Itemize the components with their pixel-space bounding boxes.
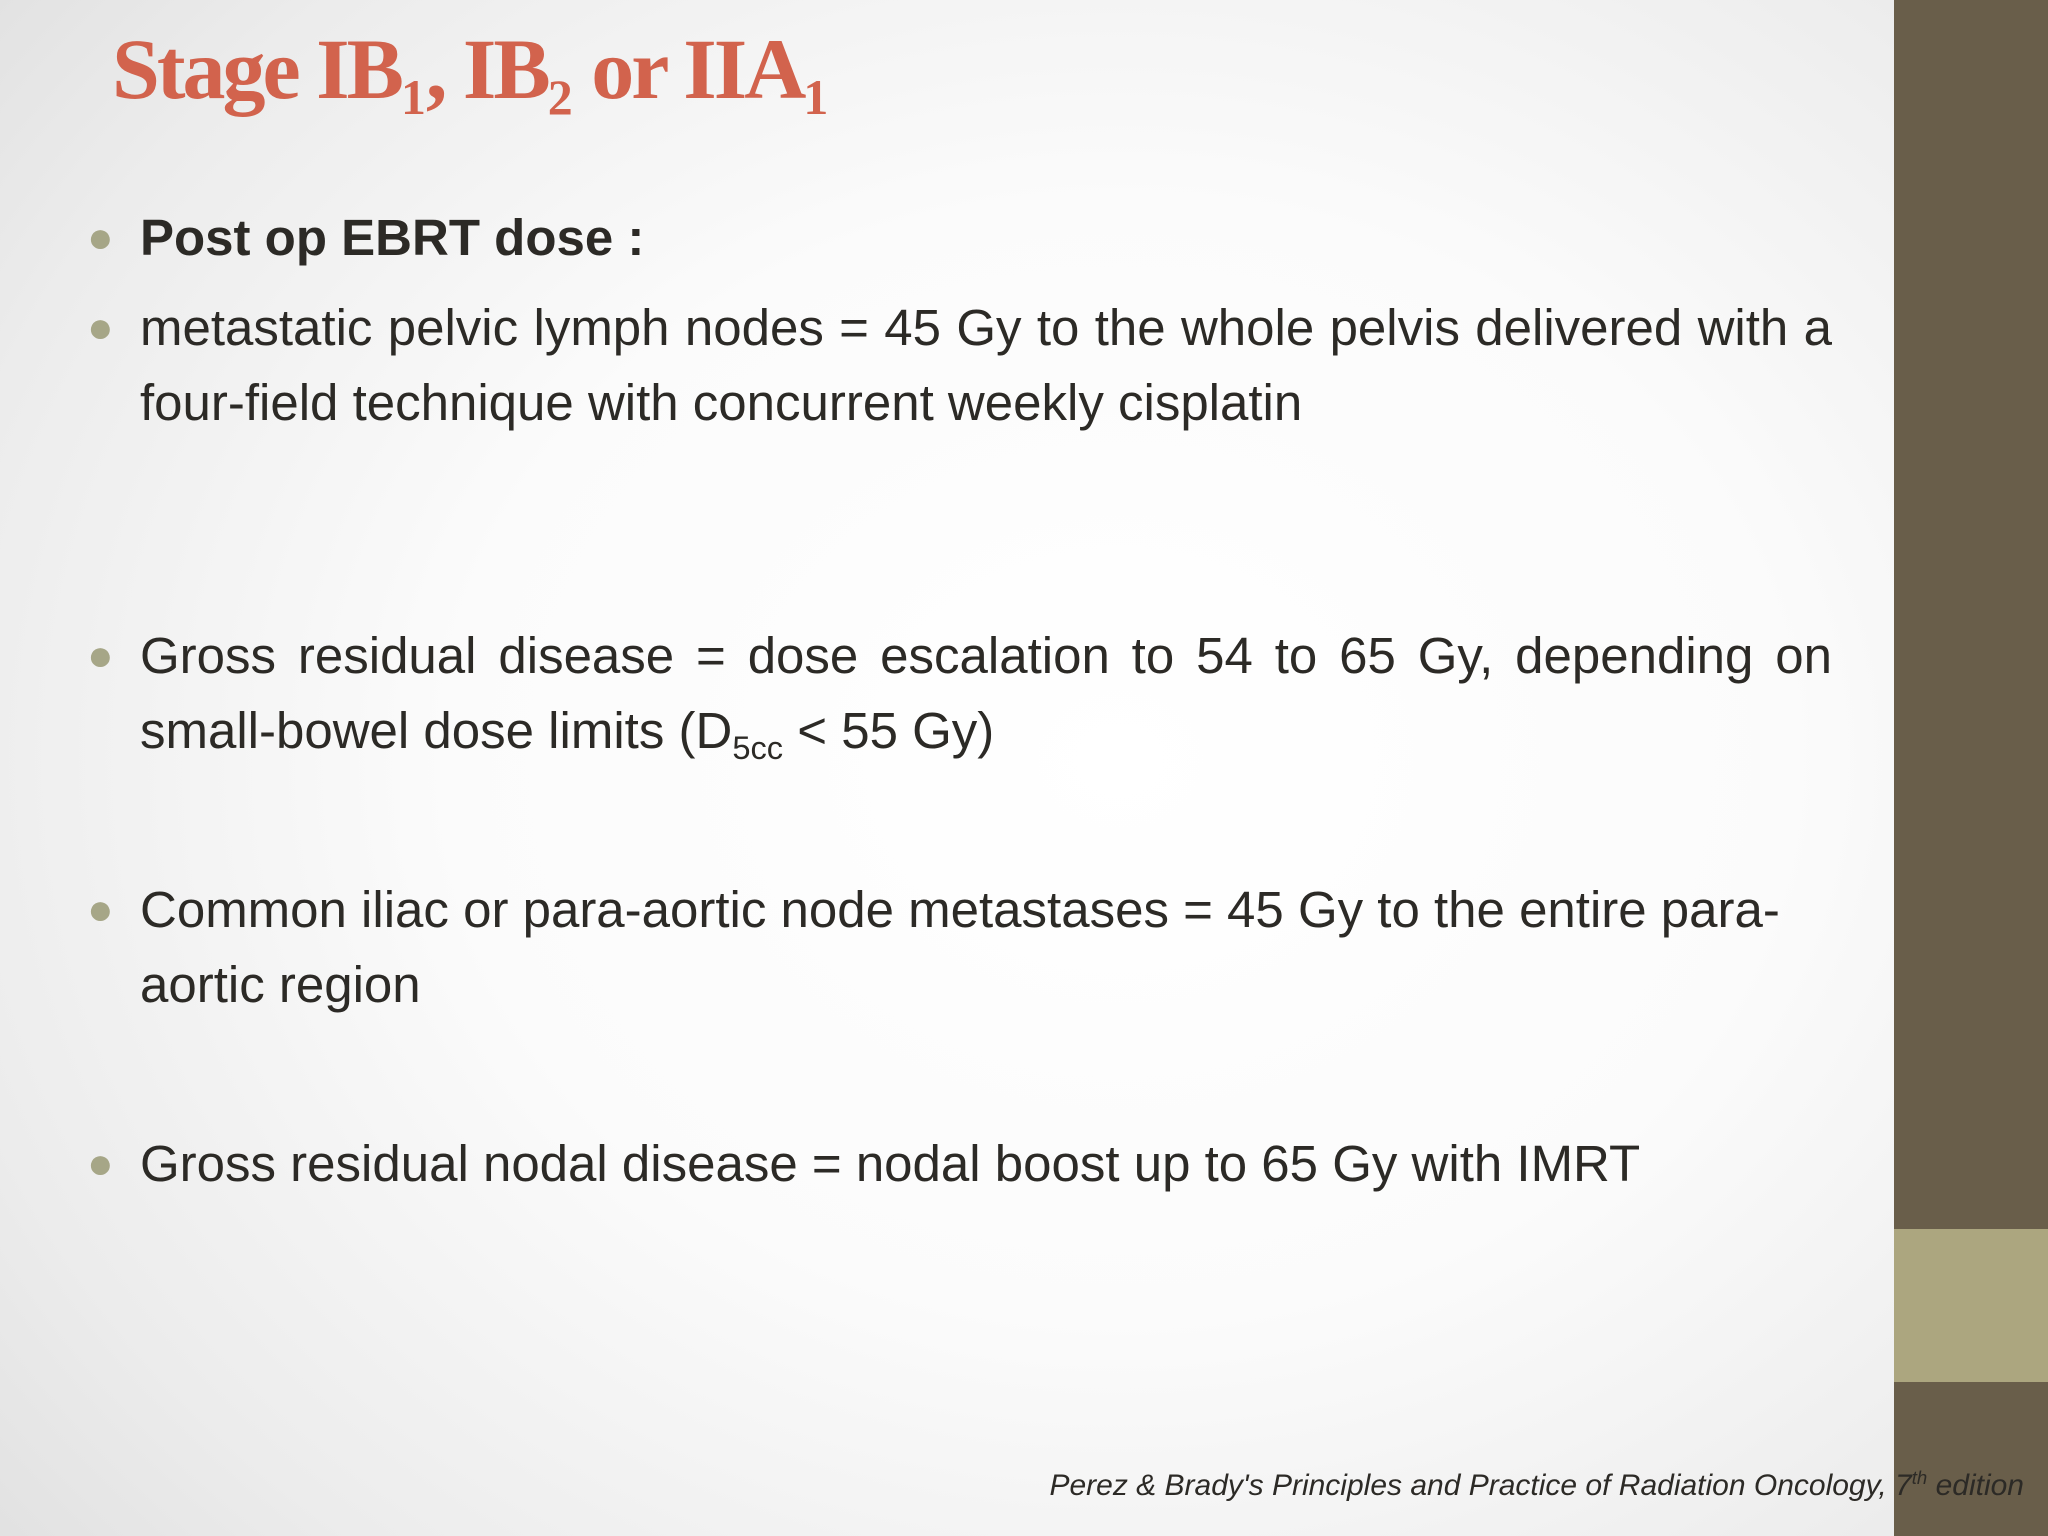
citation — [1049, 1466, 2024, 1506]
bullet-item-ebrt-dose — [87, 200, 1832, 275]
bullet-text — [140, 618, 1832, 768]
bullet-text: Post op EBRT dose : — [140, 209, 645, 266]
citation-text: Perez & Brady's Principles and Practice of Radiation Oncology, 7 — [1049, 1469, 1912, 1502]
slide-title — [112, 14, 828, 124]
bullet-text: Gross residual nodal disease = nodal boost up to 65 Gy with IMRT — [140, 1135, 1641, 1192]
bullet-dot-icon: ● — [87, 631, 114, 680]
citation-superscript: th — [1911, 1466, 1928, 1488]
bullet-dot-icon: ● — [87, 213, 114, 262]
citation-text-end: edition — [1927, 1469, 2024, 1502]
bullet-text-part: < 55 Gy) — [783, 702, 995, 759]
bullet-item-para-aortic — [87, 872, 1832, 1022]
bullet-item-gross-residual — [87, 618, 1832, 768]
title-text: Stage IB — [112, 21, 401, 117]
bullet-text-part: Gross residual disease = dose escalation to 54 to 65 Gy, depending on small-bowel dose limits (D — [140, 627, 1832, 759]
bullet-item-nodal-boost — [87, 1126, 1832, 1201]
title-subscript-1: 1 — [400, 69, 426, 125]
dose-subscript: 5cc — [732, 729, 784, 767]
bullet-text: Common iliac or para-aortic node metastases = 45 Gy to the entire para-aortic region — [140, 881, 1780, 1013]
bullet-text: metastatic pelvic lymph nodes = 45 Gy to the whole pelvis delivered with a four-field technique with concurrent weekly cisplatin — [140, 299, 1832, 431]
title-text-3: or IIA — [572, 21, 804, 117]
title-subscript-2: 2 — [547, 69, 573, 125]
bullet-dot-icon: ● — [87, 885, 114, 934]
sidebar-accent-block — [1894, 1229, 2048, 1382]
bullet-item-pelvic-nodes — [87, 290, 1832, 440]
bullet-dot-icon: ● — [87, 303, 114, 352]
title-subscript-3: 1 — [803, 69, 829, 125]
bullet-dot-icon: ● — [87, 1139, 114, 1188]
title-text-2: , IB — [425, 21, 548, 117]
